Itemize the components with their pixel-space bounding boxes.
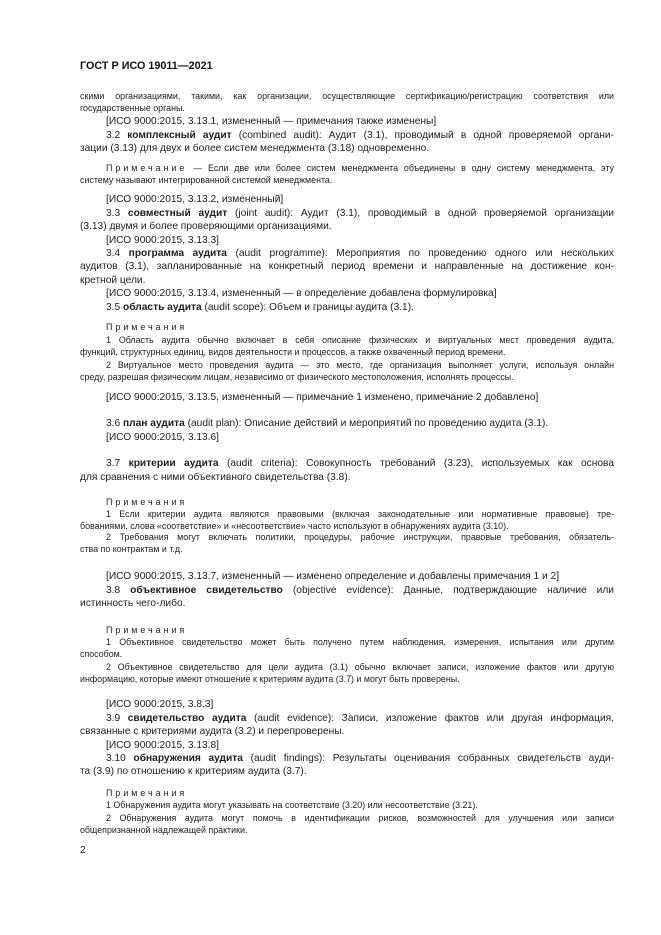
note-item-1-line: бованиями, слова «соответствие» и «несоответствие» часто используют в обнаружениях аудита (3.10). (80, 520, 509, 531)
note-text-line: систему называют интегрированной системой менеджмента. (80, 175, 333, 185)
note-item-1: 1 Объективное свидетельство может быть получено путем наблюдения, измерения, испытания или другим (106, 637, 614, 648)
term-number: 3.4 (106, 247, 121, 259)
note-item-2: 2 Обнаружения аудита могут помочь в идентификации рисков, возможностей для улучшения или записи (106, 812, 614, 823)
reference-3-13-6: [ИСО 9000:2015, 3.13.6] (106, 431, 220, 443)
term-3-4-first-line (80, 247, 614, 260)
note-item-1: 1 Если критерии аудита являются правовыми (включая законодательные или нормативные правовые) тре- (106, 508, 614, 519)
term-3-9-first-line (80, 712, 614, 725)
reference-3-13-5: [ИСО 9000:2015, 3.13.5, измененный — примечание 1 изменено, примечание 2 добавлено] (106, 392, 539, 404)
term-definition: (audit programme): Мероприятия по проведению одного или нескольких (235, 247, 614, 259)
reference-3-13-7: [ИСО 9000:2015, 3.13.7, измененный — изменено определение и добавлены примечания 1 и 2] (106, 571, 560, 583)
term-3-2-first-line (80, 129, 614, 142)
notes-label: Примечания (106, 322, 188, 332)
term-definition: (audit findings): Результаты оценивания собранных свидетельств ауди- (250, 752, 614, 764)
term-number: 3.3 (106, 207, 121, 219)
note-item-2-line: ства по контрактам и т.д. (80, 544, 183, 555)
term-definition: (joint audit): Аудит (3.1), проводимый в одной проверяемой организации (235, 207, 614, 219)
notes-3-5 (80, 321, 614, 384)
notes-heading (80, 624, 614, 636)
notes-label: Примечания (106, 788, 188, 798)
term-3-8-first-line (80, 584, 614, 597)
term-number: 3.6 (106, 418, 121, 430)
reference-3-8-3: [ИСО 9000:2015, 3.8.3] (106, 699, 214, 711)
term-definition: (audit scope): Объем и границы аудита (3.1). (204, 301, 414, 313)
term-3-7-first-line (80, 457, 614, 470)
term-number: 3.5 (106, 301, 121, 313)
term-definition-line: для сравнения с ними объективного свидетельства (3.8). (80, 471, 351, 483)
term-definition-line: зации (3.13) для двух и более систем менеджмента (3.18) одновременно. (80, 143, 430, 155)
term-definition-line: кретной цели. (80, 274, 146, 286)
note-item-1-line: способом. (80, 649, 123, 660)
term-definition-line: аудитов (3.1), запланированные на конкретный период времени и направленные на достижение кон- (80, 261, 614, 273)
note-item-2-line: среду, разрешая физическим лицам, независимо от физического местоположения, исполнять процессы. (80, 372, 514, 383)
term-number: 3.7 (106, 458, 121, 470)
term-definition-line: (3.13) двумя и более проверяющими организациями. (80, 221, 332, 233)
note-item-1-line: функций, структурных единиц, видов деятельности и процессов, а также охваченный период времени. (80, 347, 506, 358)
notes-label: Примечания (106, 625, 188, 635)
note-item-2: 2 Объективное свидетельство для цели аудита (3.1) обычно включает записи, изложение фактов или другую (106, 661, 614, 672)
notes-heading (80, 497, 614, 509)
term-number: 3.8 (106, 584, 121, 596)
note-3-2 (80, 162, 614, 186)
intro-line: скими организациями, такими, как организации, осуществляющие сертификацию/регистрацию соответствия или (80, 91, 614, 101)
note-text: — Если две или более систем менеджмента объединены в одну систему менеджмента, эту (193, 163, 614, 173)
note-item-2-line: информацию, которые имеют отношение к критериям аудита (3.7) и могут быть проверены. (80, 673, 460, 684)
sections-3-3-to-3-5 (80, 193, 614, 314)
term-name: объективное свидетельство (130, 584, 283, 596)
term-number: 3.10 (106, 752, 126, 764)
section-3-2 (80, 115, 614, 155)
term-definition-line: истинность чего-либо. (80, 598, 186, 610)
notes-3-8 (80, 624, 614, 685)
notes-heading (80, 787, 614, 799)
term-number: 3.9 (106, 712, 121, 724)
term-3-5-first-line (80, 301, 614, 314)
term-definition: (combined audit): Аудит (3.1), проводимый в одной проверяемой органи- (238, 129, 614, 141)
reference-3-13-3: [ИСО 9000:2015, 3.13.3] (106, 234, 220, 246)
term-definition: (audit evidence): Записи, изложение фактов или другая информация, (254, 712, 614, 724)
notes-3-7 (80, 497, 614, 556)
note-item-1: 1 Обнаружения аудита могут указывать на соответствие (3.20) или несоответствие (3.21). (106, 800, 478, 811)
term-name: критерии аудита (128, 458, 219, 470)
reference-block-3-13-5 (80, 391, 614, 404)
note-item-2-line: общепризнанной надлежащей практики. (80, 824, 248, 835)
term-name: программа аудита (128, 247, 227, 259)
term-name: план аудита (123, 418, 185, 430)
term-definition: (objective evidence): Данные, подтверждающие наличие или (292, 584, 615, 596)
term-name: комплексный аудит (127, 129, 232, 141)
term-definition-line: связанные с критериями аудита (3.2) и перепроверены. (80, 726, 345, 738)
note-item-2: 2 Требования могут включать политики, процедуры, рабочие инструкции, правовые требования, обязатель- (106, 532, 614, 543)
notes-heading (80, 321, 614, 334)
page-number: 2 (80, 845, 86, 856)
term-name: свидетельство аудита (127, 712, 247, 724)
term-definition: (audit plan): Описание действий и мероприятий по проведению аудита (3.1). (187, 418, 549, 430)
reference-3-13-8: [ИСО 9000:2015, 3.13.8] (106, 739, 220, 751)
term-3-10-first-line (80, 752, 614, 765)
note-label: Примечание (106, 163, 188, 173)
intro-continuation (80, 91, 614, 114)
term-3-3-first-line (80, 207, 614, 220)
notes-3-10 (80, 787, 614, 836)
note-first-line (80, 162, 614, 174)
section-3-8 (80, 570, 614, 610)
section-3-6 (80, 417, 614, 444)
note-item-2: 2 Виртуальное место проведения аудита — это место, где организация выполняет услуги, используя онлайн (106, 359, 614, 370)
term-definition-line: та (3.9) по отношению к критериям аудита (3.7). (80, 766, 307, 778)
document-header-title: ГОСТ Р ИСО 19011—2021 (80, 60, 213, 72)
reference-3-13-4: [ИСО 9000:2015, 3.13.4, измененный — в определение добавлена формулировка] (106, 288, 497, 300)
notes-label: Примечания (106, 497, 188, 507)
note-item-1: 1 Область аудита обычно включает в себя описание физических и виртуальных мест проведения аудита, (106, 334, 614, 345)
reference-3-13-1: [ИСО 9000:2015, 3.13.1, измененный — примечания также изменены] (106, 116, 437, 128)
term-number: 3.2 (106, 129, 121, 141)
reference-3-13-2: [ИСО 9000:2015, 3.13.2, измененный] (106, 194, 284, 206)
sections-3-9-3-10 (80, 698, 614, 778)
intro-line: государственные органы. (80, 102, 185, 113)
term-definition: (audit criteria): Совокупность требований (3.23), используемых как основа (226, 458, 614, 470)
term-3-6-first-line (80, 417, 614, 430)
term-name: обнаружения аудита (133, 752, 243, 764)
section-3-7 (80, 457, 614, 484)
term-name: область аудита (123, 301, 202, 313)
term-name: совместный аудит (127, 207, 228, 219)
